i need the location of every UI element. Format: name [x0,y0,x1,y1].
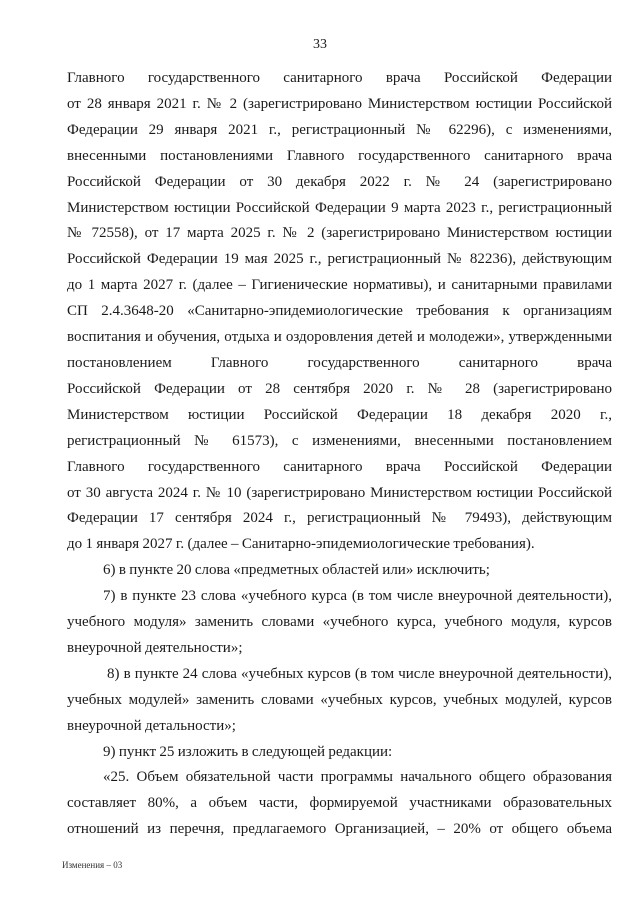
text-line: Главного государственного санитарного врача Российской Федерации [67,70,612,86]
text-line: 6) в пункте 20 слова «предметных областей или» исключить; [103,562,490,579]
text-line: Министерством юстиции Российской Федерации 18 декабря 2020 г., [67,406,612,423]
text-line: до 1 марта 2027 г. (далее – Гигиенические нормативы), и санитарными правилами [67,277,612,294]
text-line: Главного государственного санитарного врача Российской Федерации [67,458,612,475]
text-line: «25. Объем обязательной части программы начального общего образования [103,769,612,786]
text-line: до 1 января 2027 г. (далее – Санитарно-эпидемиологические требования). [67,536,535,553]
document-body [67,66,612,843]
text-line: отношений из перечня, предлагаемого Организацией, – 20% от общего объема [67,821,612,838]
text-line: Министерством юстиции Российской Федерации 9 марта 2023 г., регистрационный [67,199,612,216]
text-line: Федерации 29 января 2021 г., регистрационный № 62296), с изменениями, [67,121,612,138]
text-line: регистрационный № 61573), с изменениями, внесенными постановлением [67,432,612,449]
text-line: 9) пункт 25 изложить в следующей редакции: [103,743,393,760]
text-line: № 72558), от 17 марта 2025 г. № 2 (зарегистрировано Министерством юстиции [67,225,612,242]
text-line: от 28 января 2021 г. № 2 (зарегистрировано Министерством юстиции Российской [67,95,612,112]
text-line: учебного модуля» заменить словами «учебного курса, учебного модуля, курсов [67,614,612,631]
text-line: от 30 августа 2024 г. № 10 (зарегистрировано Министерством юстиции Российской [67,484,612,501]
text-line: внеурочной детальности»; [67,717,236,734]
text-line: учебных модулей» заменить словами «учебных курсов, учебных модулей, курсов [67,691,612,708]
text-line: СП 2.4.3648-20 «Санитарно-эпидемиологические требования к организациям [67,303,612,320]
text-line: постановлением Главного государственного санитарного врача [67,354,612,371]
text-line: 8) в пункте 24 слова «учебных курсов (в том числе внеурочной деятельности), [107,665,612,682]
text-line: Российской Федерации от 30 декабря 2022 г. № 24 (зарегистрировано [67,173,612,190]
text-line: Российской Федерации 19 мая 2025 г., регистрационный № 82236), действующим [67,251,612,268]
text-line: внесенными постановлениями Главного государственного санитарного врача [67,147,612,164]
text-line: внеурочной деятельности»; [67,639,243,656]
page-number: 33 [313,37,327,52]
text-line: воспитания и обучения, отдыха и оздоровления детей и молодежи», утвержденными [67,329,612,346]
text-line: составляет 80%, а объем части, формируемой участниками образовательных [67,795,612,812]
footer-stamp: Изменения – 03 [62,860,123,870]
text-line: 7) в пункте 23 слова «учебного курса (в том числе внеурочной деятельности), [103,588,612,605]
text-line: Российской Федерации от 28 сентября 2020 г. № 28 (зарегистрировано [67,380,612,397]
text-line: Федерации 17 сентября 2024 г., регистрационный № 79493), действующим [67,510,612,527]
